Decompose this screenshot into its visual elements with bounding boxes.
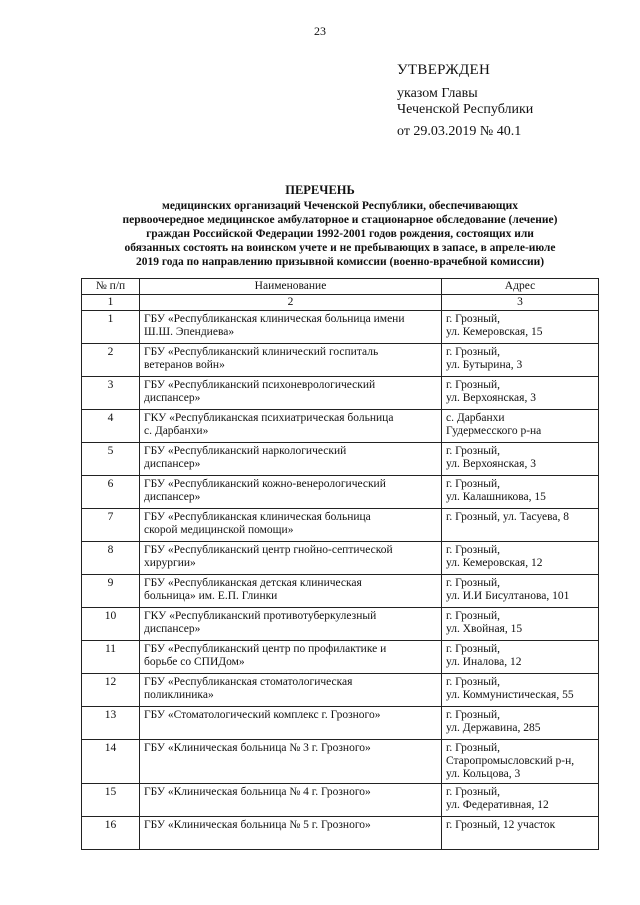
institution-name [140, 410, 442, 443]
institution-name-line: ГБУ «Клиническая больница № 5 г. Грозного» [144, 819, 371, 831]
index-cell: 1 [82, 295, 140, 311]
institution-address-line: ул. Кольцова, 3 [446, 768, 521, 780]
institution-name-line: диспансер» [144, 623, 201, 635]
header-name: Наименование [140, 279, 442, 295]
approval-date: от 29.03.2019 № 40.1 [397, 124, 522, 139]
institution-name [140, 344, 442, 377]
table-row [82, 641, 599, 674]
institution-address-line: г. Грозный, [446, 313, 501, 325]
description-line: медицинских организаций Чеченской Республики, обеспечивающих [162, 200, 518, 212]
institution-address [442, 608, 599, 641]
row-number: 1 [82, 311, 140, 344]
institution-name-line: диспансер» [144, 392, 201, 404]
institution-address [442, 784, 599, 817]
institution-address [442, 344, 599, 377]
table-row [82, 784, 599, 817]
table-row [82, 817, 599, 850]
institution-name-line: поликлиника» [144, 689, 214, 701]
institution-name-line: ГБУ «Республиканская детская клиническая [144, 577, 362, 589]
institution-name [140, 575, 442, 608]
institution-name-line: ГБУ «Республиканский психоневрологический [144, 379, 376, 391]
table-row [82, 311, 599, 344]
institution-name-line: диспансер» [144, 458, 201, 470]
table-row [82, 410, 599, 443]
institution-address [442, 575, 599, 608]
institution-name-line: больница» им. Е.П. Глинки [144, 590, 278, 602]
institution-address [442, 740, 599, 784]
institution-name-line: борьбе со СПИДом» [144, 656, 245, 668]
institution-address [442, 476, 599, 509]
institution-name-line: ГБУ «Клиническая больница № 4 г. Грозного» [144, 786, 371, 798]
institution-address-line: г. Грозный, [446, 643, 501, 655]
description-line: граждан Российской Федерации 1992-2001 годов рождения, состоящих или [146, 228, 534, 240]
institution-address-line: ул. Федеративная, 12 [446, 799, 549, 811]
institution-address [442, 641, 599, 674]
row-number: 3 [82, 377, 140, 410]
institution-address-line: г. Грозный, [446, 445, 501, 457]
institution-address-line: г. Грозный, [446, 346, 501, 358]
row-number: 5 [82, 443, 140, 476]
institution-address-line: ул. Бутырина, 3 [446, 359, 523, 371]
row-number: 11 [82, 641, 140, 674]
institution-name-line: ГБУ «Республиканский клинический госпиталь [144, 346, 379, 358]
institution-address-line: ул. Кемеровская, 15 [446, 326, 543, 338]
row-number: 10 [82, 608, 140, 641]
institution-name-line: ГБУ «Республиканская клиническая больница [144, 511, 371, 523]
index-cell: 3 [442, 295, 599, 311]
table-row [82, 740, 599, 784]
approval-line-1: указом Главы [397, 86, 478, 101]
description-line: 2019 года по направлению призывной комиссии (военно-врачебной комиссии) [135, 256, 545, 268]
institution-name [140, 377, 442, 410]
row-number: 6 [82, 476, 140, 509]
institution-name-line: ГБУ «Клиническая больница № 3 г. Грозного» [144, 742, 371, 754]
institution-address-line: ул. Державина, 285 [446, 722, 541, 734]
institution-address [442, 707, 599, 740]
institution-address [442, 542, 599, 575]
institution-address-line: г. Грозный, [446, 577, 501, 589]
institution-address-line: ул. Верхоянская, 3 [446, 458, 536, 470]
institution-address [442, 377, 599, 410]
institution-address-line: с. Дарбанхи [446, 412, 505, 424]
list-description [80, 199, 600, 269]
institution-name [140, 509, 442, 542]
description-line: обязанных состоять на воинском учете и не пребывающих в запасе, в апреле-июле [124, 242, 556, 254]
header-address: Адрес [442, 279, 599, 295]
institution-name-line: ГКУ «Республиканский противотуберкулезный [144, 610, 377, 622]
institution-address-line: ул. И.И Бисултанова, 101 [446, 590, 570, 602]
institution-address-line: г. Грозный, [446, 478, 501, 490]
approval-stamp [397, 62, 533, 140]
table-index-row [82, 295, 599, 311]
institution-address-line: ул. Калашникова, 15 [446, 491, 546, 503]
institution-address-line: Гудермесского р-на [446, 425, 542, 437]
table-row [82, 443, 599, 476]
institution-address [442, 817, 599, 850]
table-row [82, 608, 599, 641]
list-title: ПЕРЕЧЕНЬ [285, 183, 355, 197]
institution-name-line: ГБУ «Республиканский центр по профилактике и [144, 643, 387, 655]
institution-name-line: ГБУ «Республиканская стоматологическая [144, 676, 353, 688]
institution-address-line: г. Грозный, [446, 544, 501, 556]
institution-name-line: Ш.Ш. Эпендиева» [144, 326, 235, 338]
row-number: 14 [82, 740, 140, 784]
institution-address-line: г. Грозный, [446, 742, 501, 754]
row-number: 12 [82, 674, 140, 707]
institution-name [140, 674, 442, 707]
institution-name-line: ветеранов войн» [144, 359, 225, 371]
approved-title: УТВЕРЖДЕН [397, 62, 491, 78]
institution-address-line: ул. Кемеровская, 12 [446, 557, 543, 569]
institution-address-line: ул. Верхоянская, 3 [446, 392, 536, 404]
institution-address [442, 311, 599, 344]
table-row [82, 509, 599, 542]
row-number: 2 [82, 344, 140, 377]
institution-address-line: ул. Хвойная, 15 [446, 623, 523, 635]
institution-address [442, 674, 599, 707]
approval-line-2: Чеченской Республики [397, 102, 534, 117]
institution-address-line: г. Грозный, ул. Тасуева, 8 [446, 511, 570, 523]
table-header-row [82, 279, 599, 295]
header-number: № п/п [82, 279, 140, 295]
table-row [82, 344, 599, 377]
institution-name-line: ГКУ «Республиканская психиатрическая больница [144, 412, 394, 424]
institution-name-line: скорой медицинской помощи» [144, 524, 294, 536]
table-row [82, 377, 599, 410]
institution-name-line: ГБУ «Республиканская клиническая больница имени [144, 313, 405, 325]
institution-name-line: ГБУ «Республиканский центр гнойно-септической [144, 544, 393, 556]
table-row [82, 476, 599, 509]
institution-address-line: ул. Иналова, 12 [446, 656, 522, 668]
row-number: 16 [82, 817, 140, 850]
institution-name-line: ГБУ «Республиканский кожно-венерологический [144, 478, 386, 490]
page-number: 23 [314, 24, 326, 38]
institution-name-line: ГБУ «Республиканский наркологический [144, 445, 347, 457]
institution-address-line: г. Грозный, [446, 610, 501, 622]
table-row [82, 542, 599, 575]
institution-address-line: г. Грозный, 12 участок [446, 819, 556, 831]
table-row [82, 575, 599, 608]
institution-name [140, 641, 442, 674]
institution-name [140, 443, 442, 476]
institution-name-line: хирургии» [144, 557, 196, 569]
institution-address [442, 443, 599, 476]
row-number: 9 [82, 575, 140, 608]
table-row [82, 707, 599, 740]
institution-address-line: г. Грозный, [446, 786, 501, 798]
description-line: первоочередное медицинское амбулаторное и стационарное обследование (лечение) [122, 214, 558, 226]
table-row [82, 674, 599, 707]
row-number: 8 [82, 542, 140, 575]
institution-name-line: диспансер» [144, 491, 201, 503]
institution-name [140, 784, 442, 817]
institution-address-line: г. Грозный, [446, 676, 501, 688]
institution-address-line: ул. Коммунистическая, 55 [446, 689, 574, 701]
table-body [82, 311, 599, 850]
institution-name-line: ГБУ «Стоматологический комплекс г. Грозного» [144, 709, 381, 721]
institution-address-line: Старопромысловский р-н, [446, 755, 575, 767]
row-number: 4 [82, 410, 140, 443]
institution-name [140, 817, 442, 850]
institution-name [140, 707, 442, 740]
institution-address-line: г. Грозный, [446, 709, 501, 721]
index-cell: 2 [140, 295, 442, 311]
institution-address-line: г. Грозный, [446, 379, 501, 391]
institution-name [140, 542, 442, 575]
institution-address [442, 410, 599, 443]
institution-address [442, 509, 599, 542]
row-number: 7 [82, 509, 140, 542]
institutions-table [81, 278, 599, 850]
institution-name [140, 740, 442, 784]
institution-name-line: с. Дарбанхи» [144, 425, 209, 437]
institution-name [140, 476, 442, 509]
row-number: 15 [82, 784, 140, 817]
row-number: 13 [82, 707, 140, 740]
institution-name [140, 608, 442, 641]
institution-name [140, 311, 442, 344]
